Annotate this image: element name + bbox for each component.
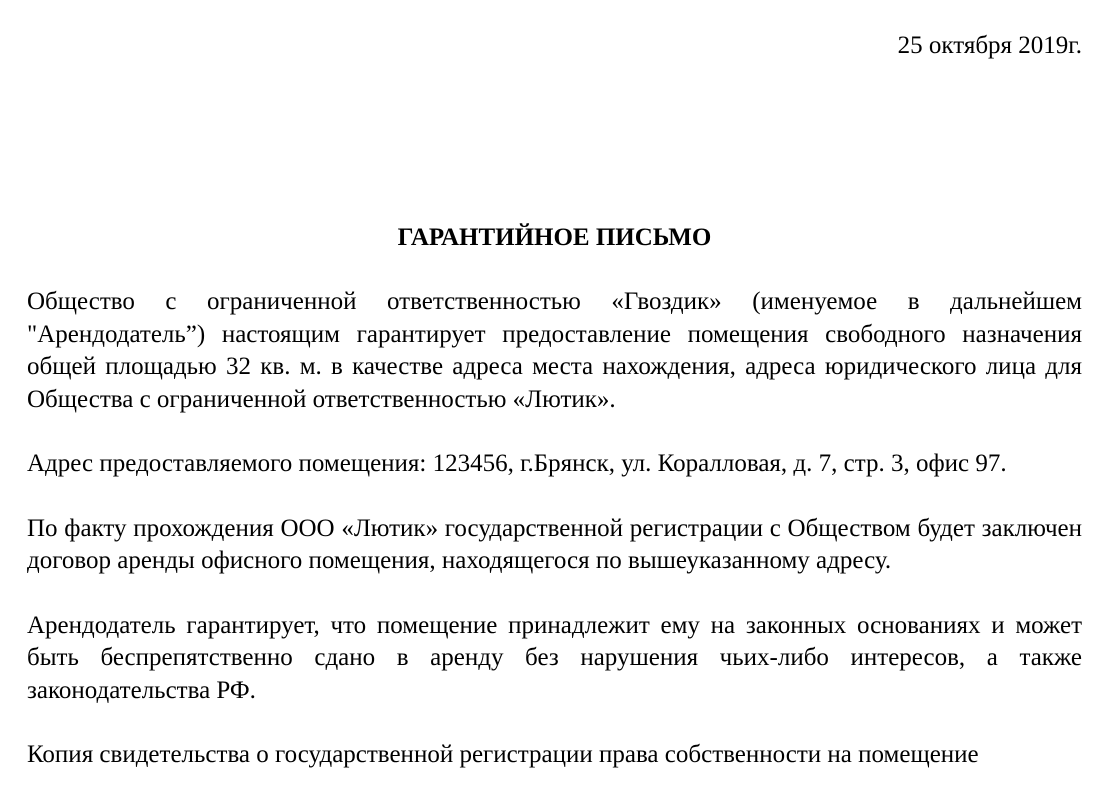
paragraph-address: Адрес предоставляемого помещения: 123456, г.Брянск, ул. Коралловая, д. 7, стр. 3, офис 97. <box>27 450 1007 477</box>
paragraph-lease-agreement: По факту прохождения ООО «Лютик» государственной регистрации с Обществом будет заключен договор аренды офисного помещения, находящегося по вышеуказанному адресу. <box>27 514 1082 574</box>
paragraph-legal-ownership: Арендодатель гарантирует, что помещение принадлежит ему на законных основаниях и может быть беспрепятственно сдано в аренду без нарушения чьих-либо интересов, а также законодательства РФ. <box>27 611 1082 704</box>
letter-date: 25 октября 2019г. <box>897 32 1082 59</box>
letter-body <box>27 286 1082 804</box>
paragraph-guarantee: Общество с ограниченной ответственностью «Гвоздик» (именуемое в дальнейшем "Арендодатель”) настоящим гарантирует предоставление помещения свободного назначения общей площадью 32 кв. м. в качестве адреса места нахождения, адреса юридического лица для Общества с ограниченной ответственностью «Лютик». <box>27 288 1082 413</box>
letter-title: ГАРАНТИЙНОЕ ПИСЬМО <box>397 224 712 251</box>
paragraph-certificate-copy: Копия свидетельства о государственной регистрации права собственности на помещение <box>27 741 979 768</box>
